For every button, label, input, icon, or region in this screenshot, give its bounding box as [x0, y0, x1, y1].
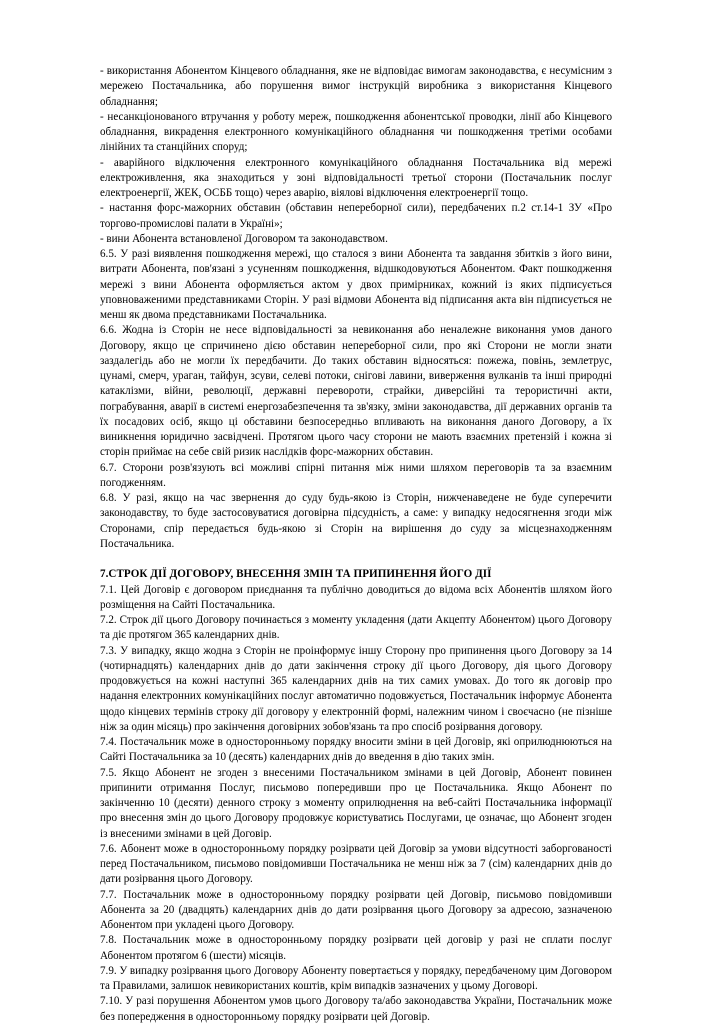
list-item-terminal-equipment-noncompliance: - використання Абонентом Кінцевого обладнання, яке не відповідає вимогам законодавства, є несумісним з мережею Постачальника, або порушення вимог інструкцій виробника з використання Кінцевого обладнання;: [100, 65, 612, 108]
document-text-block: [100, 64, 612, 1025]
section-7-heading: 7.СТРОК ДІЇ ДОГОВОРУ, ВНЕСЕННЯ ЗМІН ТА ПРИПИНЕННЯ ЙОГО ДІЇ: [100, 568, 492, 581]
list-item-force-majeure-circumstances: - настання форс-мажорних обставин (обставин непереборної сили), передбачених п.2 ст.14-1 ЗУ «Про торгово-промислові палати в Україні»;: [100, 202, 612, 230]
clause-6-7: 6.7. Сторони розв'язують всі можливі спірні питання між ними шляхом переговорів та за взаємним погодженням.: [100, 461, 612, 489]
clause-7-5: 7.5. Якщо Абонент не згоден з внесеними Постачальником змінами в цей Договір, Абонент повинен припинити отримання Послуг, письмово попередивши про це Постачальника. Якщо Абонент по закінченню 10 (десяти) денного строку з моменту оприлюднення на веб-сайті Постачальника інформації про внесення змін до цього Договору продовжує користуватись Послугами, це означає, що Абонент згоден із внесеними змінами в цей Договір.: [100, 766, 612, 840]
section-spacer: [100, 552, 612, 567]
list-item-emergency-power-disconnection: - аварійного відключення електронного комунікаційного обладнання Постачальника від мережі електроживлення, яка знаходиться у зоні відповідальності третьої сторони (Постачальник послуг електроенергії, ЖЕК, ОСББ тощо) через аварію, віялові відключення електроенергії тощо.: [100, 156, 612, 199]
clause-7-1: 7.1. Цей Договір є договором приєднання та публічно доводиться до відома всіх Абонентів шляхом його розміщення на Сайті Постачальника.: [100, 583, 612, 611]
clause-6-6: 6.6. Жодна із Сторін не несе відповідальності за невиконання або неналежне виконання умов даного Договору, якщо це спричинено дією обставин непереборної сили, про які Сторони не могли знати заздалегідь або не могли їх передбачити. До таких обставин відносяться: пожежа, повінь, землетрус, цунамі, смерч, ураган, тайфун, зсуви, селеві потоки, снігові лавини, виверження вулканів та інші природні катаклізми, війни, революції, державні перевороти, страйки, диверсійні та терористичні акти, пограбування, аварії в системі енергозабезпечення та зв'язку, зміни законодавства, дії державних органів та їх посадових осіб, якщо ці обставини безпосередньо впливають на виконання даного Договору, а їх виникнення юридично засвідчені. Протягом цього часу сторони не мають взаємних претензій і кожна зі сторін приймає на себе свій ризик наслідків форс-мажорних обставин.: [100, 324, 612, 459]
clause-6-5: 6.5. У разі виявлення пошкодження мережі, що сталося з вини Абонента та завдання збитків з його вини, витрати Абонента, пов'язані з усуненням пошкодження, відшкодовуються Абонентом. Факт пошкодження мережі з вини Абонента оформляється актом у двох примірниках, кожний із яких підписується уповноваженими представниками Сторін. У разі відмови Абонента від підписання акта він підписується не менш як двома представниками Постачальника.: [100, 248, 612, 321]
clause-7-3: 7.3. У випадку, якщо жодна з Сторін не проінформує іншу Сторону про припинення цього Договору за 14 (чотирнадцять) календарних днів до дати закінчення строку дії цього Договору, дія цього Договору продовжується на кожні наступні 365 календарних днів на тих самих умовах. До того як договір про надання електронних комунікаційних послуг автоматично подовжується, Постачальник інформує Абонента щодо кінцевих термінів строку дії договору у електронній формі, належним чином і своєчасно (не пізніше ніж за один місяць) про закінчення договірних зобов'язань та про спосіб розірвання договору.: [100, 644, 612, 733]
clause-7-4: 7.4. Постачальник може в односторонньому порядку вносити зміни в цей Договір, які оприлюднюються на Сайті Постачальника за 10 (десять) календарних днів до введення в дію таких змін.: [100, 736, 612, 764]
clause-7-10: 7.10. У разі порушення Абонентом умов цього Договору та/або законодавства України, Постачальник може без попередження в односторонньому порядку розірвати цей Договір.: [100, 995, 612, 1023]
clause-7-9: 7.9. У випадку розірвання цього Договору Абоненту повертається у порядку, передбаченому цим Договором та Правилами, залишок невикористаних коштів, крім випадків зазначених у цьому Договорі.: [100, 964, 612, 992]
clause-7-2: 7.2. Строк дії цього Договору починається з моменту укладення (дати Акцепту Абонентом) цього Договору та діє протягом 365 календарних днів.: [100, 614, 612, 642]
clause-7-7: 7.7. Постачальник може в односторонньому порядку розірвати цей Договір, письмово повідомивши Абонента за 20 (двадцять) календарних днів до дати розірвання цього Договору за адресою, зазначеною Абонентом при укладені цього Договору.: [100, 888, 612, 931]
list-item-subscriber-fault: - вини Абонента встановленої Договором та законодавством.: [100, 232, 388, 245]
clause-7-6: 7.6. Абонент може в односторонньому порядку розірвати цей Договір за умови відсутності заборгованості перед Постачальником, письмово повідомивши Постачальника не менш ніж за 7 (сім) календарних днів до дати розірвання цього Договору.: [100, 842, 612, 886]
clause-6-8: 6.8. У разі, якщо на час звернення до суду будь-якою із Сторін, нижченаведене не буде суперечити законодавству, то буде застосовуватися договірна підсудність, а саме: у випадку недосягнення згоди між Сторонами, спір передається будь-якою зі Сторін на вирішення до суду за місцезнаходженням Постачальника.: [100, 492, 612, 550]
clause-7-8: 7.8. Постачальник може в односторонньому порядку розірвати цей договір у разі не сплати послуг Абонентом протягом 6 (шести) місяців.: [100, 934, 612, 962]
list-item-unauthorized-network-interference: - несанкціонованого втручання у роботу мереж, пошкодження абонентської проводки, лінії або Кінцевого обладнання, викрадення електронного комунікаційного обладнання чи пошкодження третіми особами лінійних та станційних споруд;: [100, 110, 612, 154]
